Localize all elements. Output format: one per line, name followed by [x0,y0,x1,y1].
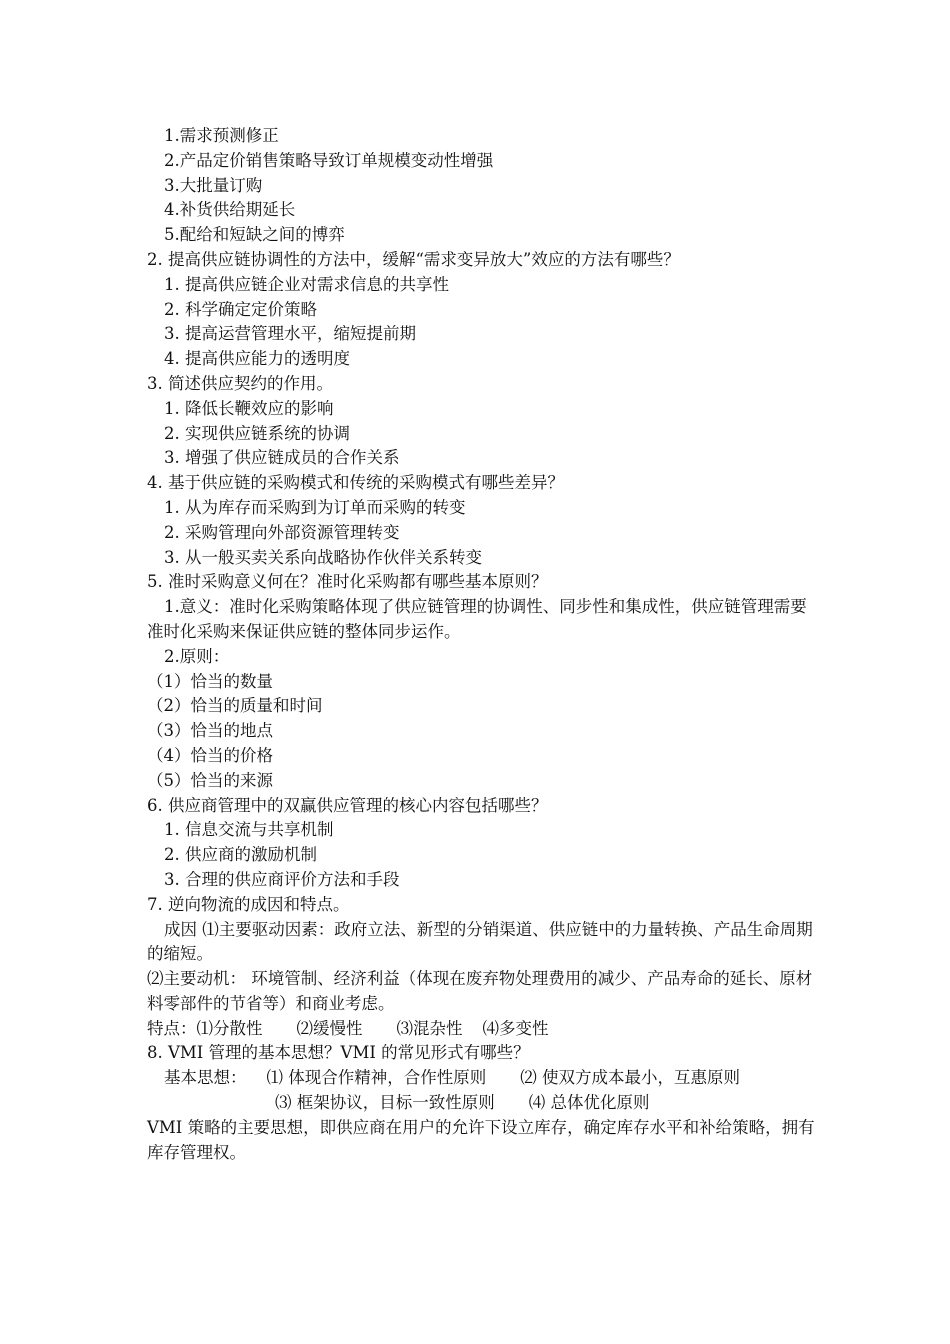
q7-feature-3: ⑶混杂性 [396,1018,463,1038]
q2-item-1: 1. 提高供应链企业对需求信息的共享性 [164,274,449,294]
q8-idea-label: 基本思想： [164,1068,247,1088]
q4-item-2: 2. 采购管理向外部资源管理转变 [164,522,400,542]
q5-meaning: 1.意义：准时化采购策略体现了供应链管理的协调性、同步性和集成性，供应链管理需要准时化采购来保证供应链的整体同步运作。 [147,597,807,641]
q2-item-3: 3. 提高运营管理水平，缩短提前期 [164,324,416,344]
q7-feature-2: ⑵缓慢性 [296,1018,363,1038]
q4-item-3: 3. 从一般买卖关系向战略协作伙伴关系转变 [164,547,482,567]
q8-principle-2: ⑵ 使双方成本最小，互惠原则 [520,1068,740,1088]
q3-item-3: 3. 增强了供应链成员的合作关系 [164,448,400,468]
q2-title: 2. 提高供应链协调性的方法中，缓解“需求变异放大”效应的方法有哪些？ [147,249,680,269]
q6-item-3: 3. 合理的供应商评价方法和手段 [164,869,400,889]
q8-principle-3: ⑶ 框架协议，目标一致性原则 [275,1093,495,1113]
q1-item-3: 3.大批量订购 [164,175,263,195]
q3-title: 3. 简述供应契约的作用。 [147,373,333,393]
q4-item-1: 1. 从为库存而采购到为订单而采购的转变 [164,497,466,517]
q5-principle-1: （1）恰当的数量 [147,671,273,691]
q7-cause-1: 成因 ⑴主要驱动因素：政府立法、新型的分销渠道、供应链中的力量转换、产品生命周期的缩短。 [147,919,813,964]
q8-summary: VMI 策略的主要思想，即供应商在用户的允许下设立库存，确定库存水平和补给策略，拥有库存管理权。 [147,1117,815,1162]
q7-cause-2: ⑵主要动机： 环境管制、经济利益（体现在废弃物处理费用的减少、产品寿命的延长、原材料零部件的节省等）和商业考虑。 [147,969,813,1013]
q8-principle-1: ⑴ 体现合作精神，合作性原则 [266,1068,487,1088]
q5-principle-5: （5）恰当的来源 [147,770,273,790]
q2-item-4: 4. 提高供应能力的透明度 [164,349,350,369]
q8-idea-line-2 [147,1091,817,1116]
q1-item-5: 5.配给和短缺之间的博弈 [164,225,345,245]
q7-feature-4: ⑷多变性 [482,1018,549,1038]
q5-principle-4: （4）恰当的价格 [147,745,273,765]
q5-principle-label: 2.原则： [164,646,230,666]
q6-item-2: 2. 供应商的激励机制 [164,845,317,865]
q6-item-1: 1. 信息交流与共享机制 [164,820,334,840]
q1-item-2: 2.产品定价销售策略导致订单规模变动性增强 [164,150,494,170]
q3-item-2: 2. 实现供应链系统的协调 [164,423,350,443]
q7-features-label: 特点： [147,1018,197,1038]
q1-item-1: 1.需求预测修正 [164,126,279,145]
document-page [147,124,817,1165]
q4-title: 4. 基于供应链的采购模式和传统的采购模式有哪些差异？ [147,473,564,493]
q5-title: 5. 准时采购意义何在？准时化采购都有哪些基本原则？ [147,572,548,592]
q5-principle-3: （3）恰当的地点 [147,721,273,741]
q7-title: 7. 逆向物流的成因和特点。 [147,894,350,914]
q7-feature-1: ⑴分散性 [196,1018,263,1038]
q8-idea-line-1 [147,1066,817,1091]
q7-features [147,1017,817,1042]
q8-title: 8. VMI 管理的基本思想？VMI 的常见形式有哪些？ [147,1043,530,1063]
q5-principle-2: （2）恰当的质量和时间 [147,696,323,716]
q1-item-4: 4.补货供给期延长 [164,200,296,220]
q3-item-1: 1. 降低长鞭效应的影响 [164,398,334,418]
q2-item-2: 2. 科学确定定价策略 [164,299,317,319]
q6-title: 6. 供应商管理中的双赢供应管理的核心内容包括哪些？ [147,795,548,815]
q8-principle-4: ⑷ 总体优化原则 [528,1093,650,1113]
